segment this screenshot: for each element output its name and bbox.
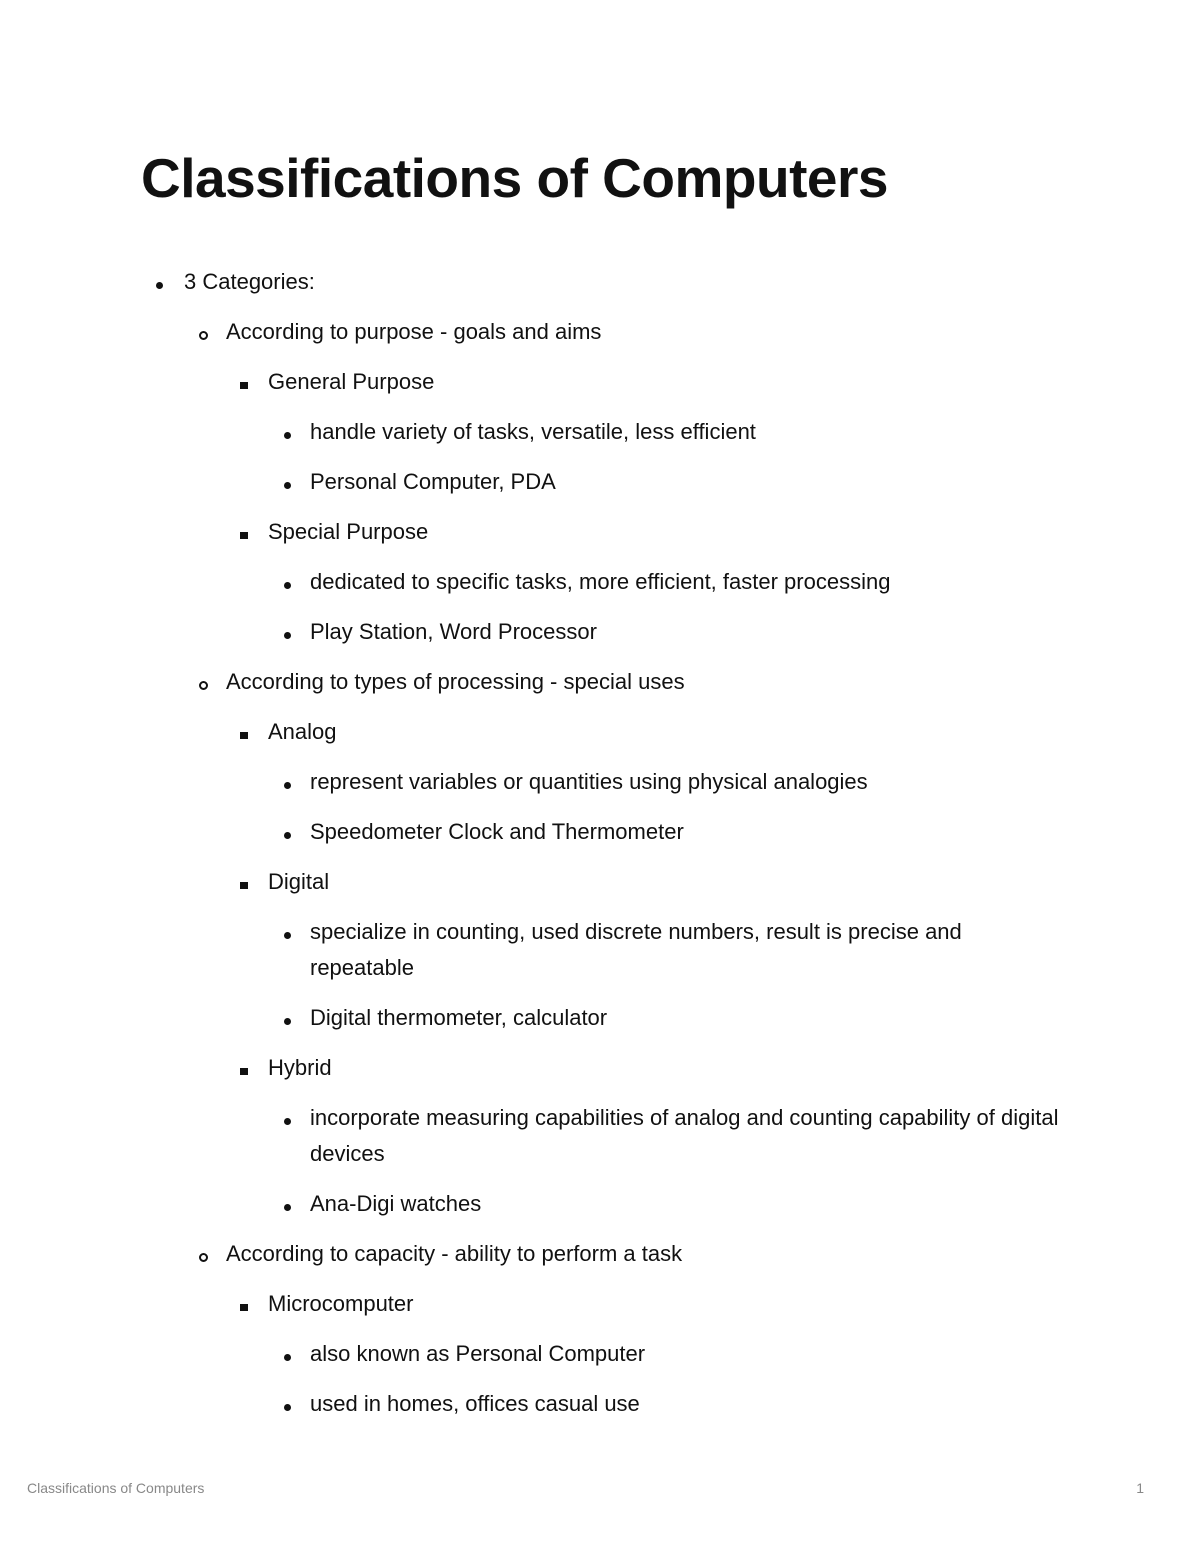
list-item-level-4 bbox=[0, 1093, 1200, 1179]
list-item-text: also known as Personal Computer bbox=[310, 1341, 646, 1366]
list-item-level-3 bbox=[0, 857, 1200, 907]
circle-bullet-icon bbox=[199, 681, 208, 690]
list-item-text: According to purpose - goals and aims bbox=[226, 319, 602, 344]
disc-bullet-icon bbox=[284, 1118, 291, 1125]
footer-document-title: Classifications of Computers bbox=[27, 1480, 205, 1496]
disc-bullet-icon bbox=[156, 282, 163, 289]
square-bullet-icon bbox=[240, 732, 248, 739]
list-item-level-3 bbox=[0, 507, 1200, 557]
list-item-level-4 bbox=[0, 607, 1200, 657]
list-item-text: Analog bbox=[268, 719, 337, 744]
bullet-list bbox=[0, 257, 1200, 1429]
list-item-level-4 bbox=[0, 993, 1200, 1043]
list-item-text: represent variables or quantities using physical analogies bbox=[310, 769, 868, 794]
list-item-text: Digital thermometer, calculator bbox=[310, 1005, 608, 1030]
list-item-level-4 bbox=[0, 1179, 1200, 1229]
list-item-text: Hybrid bbox=[268, 1055, 332, 1080]
list-item-level-3 bbox=[0, 357, 1200, 407]
list-item-text: Play Station, Word Processor bbox=[310, 619, 597, 644]
disc-bullet-icon bbox=[284, 1018, 291, 1025]
list-item-level-4 bbox=[0, 757, 1200, 807]
list-item-level-4 bbox=[0, 457, 1200, 507]
list-item-text: Digital bbox=[268, 869, 330, 894]
page-title: Classifications of Computers bbox=[141, 147, 888, 209]
disc-bullet-icon bbox=[284, 1404, 291, 1411]
circle-bullet-icon bbox=[199, 1253, 208, 1262]
list-item-text: specialize in counting, used discrete numbers, result is precise and repeatable bbox=[310, 919, 962, 980]
list-item-level-4 bbox=[0, 557, 1200, 607]
list-item-level-2 bbox=[0, 307, 1200, 357]
disc-bullet-icon bbox=[284, 782, 291, 789]
disc-bullet-icon bbox=[284, 632, 291, 639]
list-item-level-2 bbox=[0, 1229, 1200, 1279]
list-item-level-4 bbox=[0, 907, 1200, 993]
square-bullet-icon bbox=[240, 382, 248, 389]
list-item-text: dedicated to specific tasks, more efficient, faster processing bbox=[310, 569, 891, 594]
disc-bullet-icon bbox=[284, 832, 291, 839]
list-item-text: Ana-Digi watches bbox=[310, 1191, 482, 1216]
disc-bullet-icon bbox=[284, 482, 291, 489]
list-item-level-4 bbox=[0, 407, 1200, 457]
footer-page-number: 1 bbox=[1136, 1480, 1144, 1496]
list-item-text: General Purpose bbox=[268, 369, 435, 394]
disc-bullet-icon bbox=[284, 932, 291, 939]
list-item-text: Microcomputer bbox=[268, 1291, 414, 1316]
list-item-text: According to capacity - ability to perform a task bbox=[226, 1241, 683, 1266]
list-item-level-3 bbox=[0, 1043, 1200, 1093]
list-item-text: handle variety of tasks, versatile, less efficient bbox=[310, 419, 756, 444]
square-bullet-icon bbox=[240, 882, 248, 889]
disc-bullet-icon bbox=[284, 1204, 291, 1211]
list-item-text: Special Purpose bbox=[268, 519, 429, 544]
list-item-level-4 bbox=[0, 1379, 1200, 1429]
disc-bullet-icon bbox=[284, 1354, 291, 1361]
list-item-text: According to types of processing - special uses bbox=[226, 669, 685, 694]
list-item-level-1 bbox=[0, 257, 1200, 307]
list-item-text: 3 Categories: bbox=[184, 269, 315, 294]
circle-bullet-icon bbox=[199, 331, 208, 340]
list-item-level-3 bbox=[0, 707, 1200, 757]
square-bullet-icon bbox=[240, 1068, 248, 1075]
square-bullet-icon bbox=[240, 532, 248, 539]
list-item-text: Personal Computer, PDA bbox=[310, 469, 556, 494]
disc-bullet-icon bbox=[284, 432, 291, 439]
list-item-text: used in homes, offices casual use bbox=[310, 1391, 640, 1416]
list-item-text: incorporate measuring capabilities of analog and counting capability of digital devices bbox=[310, 1105, 1059, 1166]
list-item-level-2 bbox=[0, 657, 1200, 707]
list-item-text: Speedometer Clock and Thermometer bbox=[310, 819, 684, 844]
list-item-level-3 bbox=[0, 1279, 1200, 1329]
square-bullet-icon bbox=[240, 1304, 248, 1311]
list-item-level-4 bbox=[0, 807, 1200, 857]
disc-bullet-icon bbox=[284, 582, 291, 589]
list-item-level-4 bbox=[0, 1329, 1200, 1379]
